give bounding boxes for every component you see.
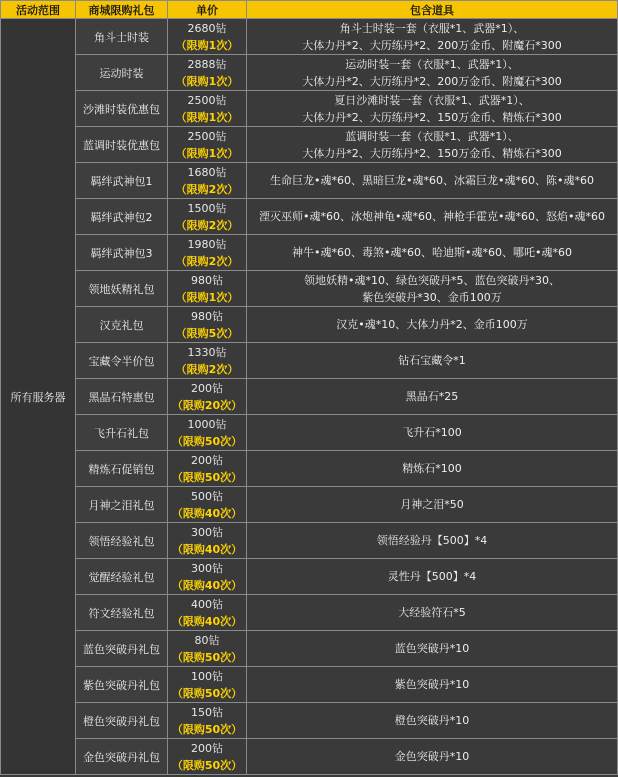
table-row <box>1 91 618 127</box>
table-row <box>1 415 618 451</box>
included-items-cell: 精炼石*100 <box>247 451 618 487</box>
package-name-cell: 飞升石礼包 <box>76 415 168 451</box>
purchase-limit: （限购50次） <box>171 434 243 448</box>
package-name-cell: 觉醒经验礼包 <box>76 559 168 595</box>
purchase-limit: （限购2次） <box>175 182 239 196</box>
purchase-limit: （限购50次） <box>171 650 243 664</box>
price-value: 1000钻 <box>187 417 227 431</box>
purchase-limit: （限购50次） <box>171 758 243 772</box>
table-row <box>1 667 618 703</box>
package-name-cell: 沙滩时装优惠包 <box>76 91 168 127</box>
table-row <box>1 55 618 91</box>
included-items-cell: 紫色突破丹*10 <box>247 667 618 703</box>
included-items-cell: 神牛•魂*60、毒煞•魂*60、哈迪斯•魂*60、哪吒•魂*60 <box>247 235 618 271</box>
package-name-cell: 羁绊武神包1 <box>76 163 168 199</box>
scope-cell: 所有服务器 <box>1 19 76 775</box>
purchase-limit: （限购1次） <box>175 38 239 52</box>
included-items-cell: 蓝调时装一套（衣服*1、武器*1）、 大体力丹*2、大历练丹*2、150万金币、精炼石*300 <box>247 127 618 163</box>
price-cell <box>168 523 247 559</box>
table-row <box>1 379 618 415</box>
price-value: 2680钻 <box>187 21 227 35</box>
table-row <box>1 235 618 271</box>
purchase-limit: （限购50次） <box>171 686 243 700</box>
package-name-cell: 蓝色突破丹礼包 <box>76 631 168 667</box>
included-items-cell: 黑晶石*25 <box>247 379 618 415</box>
purchase-limit: （限购40次） <box>171 542 243 556</box>
purchase-limit: （限购50次） <box>171 722 243 736</box>
price-value: 200钻 <box>191 453 223 467</box>
table-row <box>1 199 618 235</box>
price-value: 150钻 <box>191 705 223 719</box>
price-cell <box>168 307 247 343</box>
included-items-cell: 橙色突破丹*10 <box>247 703 618 739</box>
price-value: 1500钻 <box>187 201 227 215</box>
purchase-limit: （限购20次） <box>171 398 243 412</box>
price-value: 200钻 <box>191 381 223 395</box>
package-name-cell: 符文经验礼包 <box>76 595 168 631</box>
price-value: 1330钻 <box>187 345 227 359</box>
price-cell <box>168 19 247 55</box>
price-value: 500钻 <box>191 489 223 503</box>
price-cell <box>168 271 247 307</box>
table-row <box>1 307 618 343</box>
purchase-limit: （限购5次） <box>175 326 239 340</box>
package-name-cell: 汉克礼包 <box>76 307 168 343</box>
included-items-cell: 夏日沙滩时装一套（衣服*1、武器*1）、 大体力丹*2、大历练丹*2、150万金币、精炼石*300 <box>247 91 618 127</box>
price-value: 300钻 <box>191 525 223 539</box>
price-cell <box>168 379 247 415</box>
price-cell <box>168 559 247 595</box>
table-row <box>1 739 618 775</box>
table-row <box>1 523 618 559</box>
purchase-limit: （限购1次） <box>175 74 239 88</box>
package-name-cell: 羁绊武神包3 <box>76 235 168 271</box>
table-row <box>1 595 618 631</box>
price-value: 2500钻 <box>187 93 227 107</box>
purchase-limit: （限购1次） <box>175 290 239 304</box>
price-cell <box>168 199 247 235</box>
included-items-cell: 金色突破丹*10 <box>247 739 618 775</box>
package-name-cell: 角斗士时装 <box>76 19 168 55</box>
price-cell <box>168 127 247 163</box>
table-row <box>1 19 618 55</box>
purchase-limit: （限购40次） <box>171 614 243 628</box>
price-cell <box>168 739 247 775</box>
price-cell <box>168 343 247 379</box>
price-value: 980钻 <box>191 309 223 323</box>
header-price: 单价 <box>168 1 247 19</box>
included-items-cell: 汉克•魂*10、大体力丹*2、金币100万 <box>247 307 618 343</box>
package-name-cell: 橙色突破丹礼包 <box>76 703 168 739</box>
package-name-cell: 领悟经验礼包 <box>76 523 168 559</box>
price-cell <box>168 163 247 199</box>
package-name-cell: 宝藏令半价包 <box>76 343 168 379</box>
package-name-cell: 羁绊武神包2 <box>76 199 168 235</box>
table-row <box>1 271 618 307</box>
included-items-cell: 大经验符石*5 <box>247 595 618 631</box>
price-cell <box>168 415 247 451</box>
header-items: 包含道具 <box>247 1 618 19</box>
price-cell <box>168 667 247 703</box>
included-items-cell: 领地妖精•魂*10、绿色突破丹*5、蓝色突破丹*30、 紫色突破丹*30、金币100万 <box>247 271 618 307</box>
package-name-cell: 运动时装 <box>76 55 168 91</box>
price-value: 2500钻 <box>187 129 227 143</box>
purchase-limit: （限购2次） <box>175 362 239 376</box>
package-name-cell: 蓝调时装优惠包 <box>76 127 168 163</box>
included-items-cell: 生命巨龙•魂*60、黑暗巨龙•魂*60、冰霜巨龙•魂*60、陈•魂*60 <box>247 163 618 199</box>
price-cell <box>168 703 247 739</box>
table-row <box>1 559 618 595</box>
included-items-cell: 领悟经验丹【500】*4 <box>247 523 618 559</box>
price-cell <box>168 631 247 667</box>
table-row <box>1 631 618 667</box>
table-row <box>1 487 618 523</box>
price-cell <box>168 451 247 487</box>
package-name-cell: 紫色突破丹礼包 <box>76 667 168 703</box>
table-row <box>1 703 618 739</box>
package-name-cell: 领地妖精礼包 <box>76 271 168 307</box>
purchase-limit: （限购2次） <box>175 254 239 268</box>
package-name-cell: 金色突破丹礼包 <box>76 739 168 775</box>
included-items-cell: 湮灭巫师•魂*60、冰炮神龟•魂*60、神枪手霍克•魂*60、怒焰•魂*60 <box>247 199 618 235</box>
price-cell <box>168 55 247 91</box>
price-value: 2888钻 <box>187 57 227 71</box>
header-scope: 活动范围 <box>1 1 76 19</box>
table-body <box>1 19 618 775</box>
purchase-limit: （限购1次） <box>175 110 239 124</box>
purchase-limit: （限购2次） <box>175 218 239 232</box>
purchase-limit: （限购40次） <box>171 578 243 592</box>
included-items-cell: 角斗士时装一套（衣服*1、武器*1）、 大体力丹*2、大历练丹*2、200万金币、附魔石*300 <box>247 19 618 55</box>
price-value: 200钻 <box>191 741 223 755</box>
package-name-cell: 精炼石促销包 <box>76 451 168 487</box>
price-value: 100钻 <box>191 669 223 683</box>
table-row <box>1 451 618 487</box>
purchase-limit: （限购50次） <box>171 470 243 484</box>
price-value: 80钻 <box>194 633 220 647</box>
price-cell <box>168 487 247 523</box>
included-items-cell: 月神之泪*50 <box>247 487 618 523</box>
table-header-row <box>1 1 618 19</box>
purchase-limit: （限购40次） <box>171 506 243 520</box>
table-row <box>1 343 618 379</box>
table-row <box>1 163 618 199</box>
package-name-cell: 黑晶石特惠包 <box>76 379 168 415</box>
package-name-cell: 月神之泪礼包 <box>76 487 168 523</box>
included-items-cell: 运动时装一套（衣服*1、武器*1）、 大体力丹*2、大历练丹*2、200万金币、附魔石*300 <box>247 55 618 91</box>
included-items-cell: 飞升石*100 <box>247 415 618 451</box>
price-cell <box>168 235 247 271</box>
included-items-cell: 钻石宝藏令*1 <box>247 343 618 379</box>
price-value: 1980钻 <box>187 237 227 251</box>
price-cell <box>168 595 247 631</box>
included-items-cell: 灵性丹【500】*4 <box>247 559 618 595</box>
table-row <box>1 127 618 163</box>
price-value: 300钻 <box>191 561 223 575</box>
price-value: 400钻 <box>191 597 223 611</box>
included-items-cell: 蓝色突破丹*10 <box>247 631 618 667</box>
price-value: 980钻 <box>191 273 223 287</box>
purchase-limit: （限购1次） <box>175 146 239 160</box>
price-cell <box>168 91 247 127</box>
header-package-name: 商城限购礼包 <box>76 1 168 19</box>
price-value: 1680钻 <box>187 165 227 179</box>
